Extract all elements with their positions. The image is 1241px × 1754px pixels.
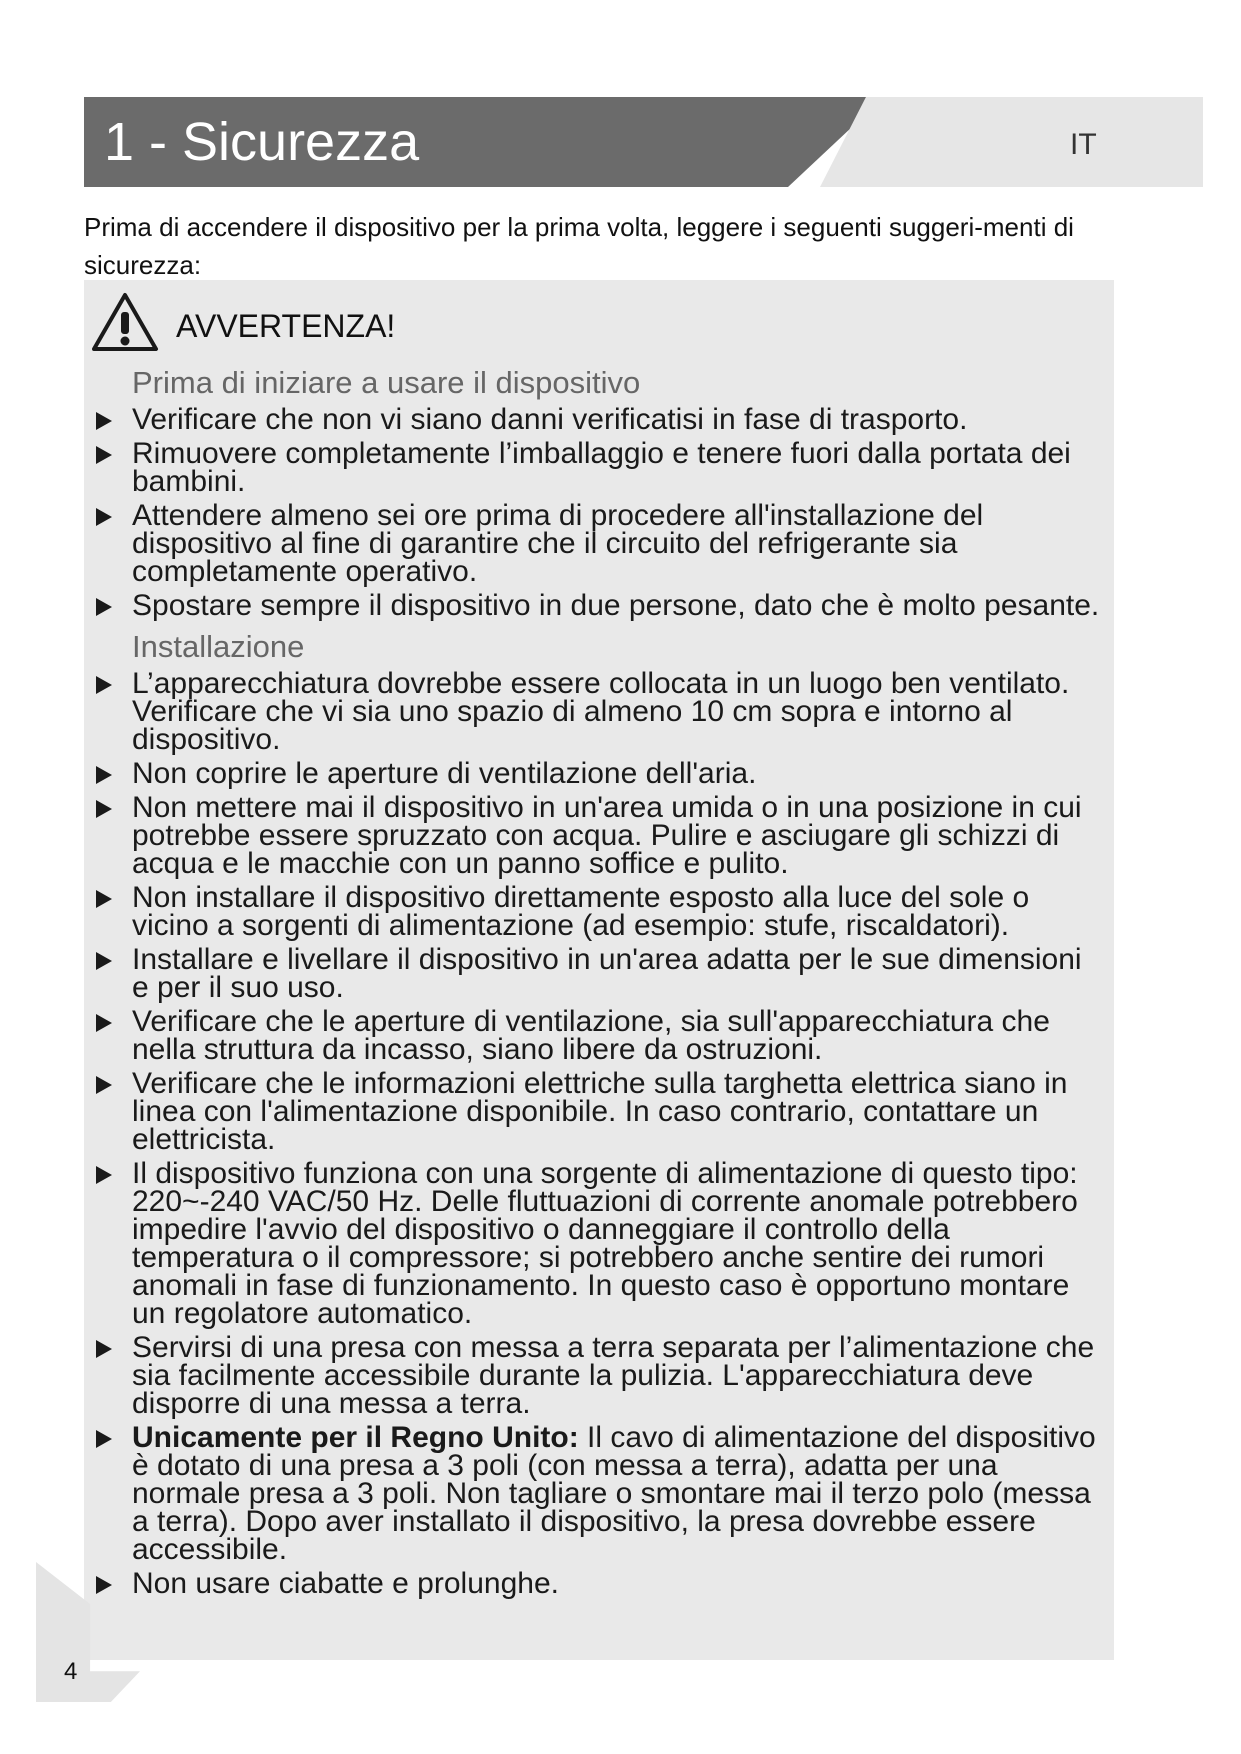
bullet-arrow-icon: [96, 676, 112, 694]
bullet-arrow-icon: [96, 1340, 112, 1358]
bullet-arrow-icon: [96, 598, 112, 616]
list-item-text: Non usare ciabatte e prolunghe.: [132, 1567, 559, 1600]
bullet-arrow-icon: [96, 446, 112, 464]
bullet-arrow-icon: [96, 1076, 112, 1094]
intro-text: Prima di accendere il dispositivo per la prima volta, leggere i seguenti suggeri-menti di sicurezza:: [84, 212, 1074, 280]
list-item: [132, 667, 1102, 756]
list-item-text: Non installare il dispositivo direttamente esposto alla luce del sole o vicino a sorgenti di alimentazione (ad esempio: stufe, riscaldatori).: [132, 881, 1030, 942]
list-item-text: Il dispositivo funziona con una sorgente di alimentazione di questo tipo: 220~-240 VAC/50 Hz. Delle fluttuazioni di corrente anomale potrebbero impedire l'avvio del dispositivo o danneggiare il controllo della temperatura o il compressore; si potrebbero anche sentire dei rumori anomali in fase di funzionamento. In questo caso è opportuno montare un regolatore automatico.: [132, 1157, 1078, 1330]
section-heading: Prima di iniziare a usare il dispositivo: [132, 365, 641, 400]
bullet-arrow-icon: [96, 508, 112, 526]
list-item: [132, 1157, 1102, 1330]
bullet-list: [132, 667, 1102, 1600]
bullet-list: [132, 403, 1102, 622]
list-item: [132, 943, 1102, 1004]
warning-title: AVVERTENZA!: [176, 308, 396, 344]
bullet-arrow-icon: [96, 800, 112, 818]
list-item: [132, 1421, 1102, 1566]
language-tab: [820, 97, 1203, 187]
list-item: [132, 881, 1102, 942]
bullet-arrow-icon: [96, 412, 112, 430]
list-item-text: Spostare sempre il dispositivo in due persone, dato che è molto pesante.: [132, 589, 1100, 622]
list-item-text: Il cavo di alimentazione del dispositivo è dotato di una presa a 3 poli (con messa a terra), adatta per una normale presa a 3 poli. Non tagliare o smontare mai il terzo polo (messa a terra). Dopo aver installato il dispositivo, la presa dovrebbe essere accessibile.: [132, 1421, 1096, 1566]
list-item: [132, 437, 1102, 498]
section-heading: Installazione: [132, 629, 305, 664]
bullet-arrow-icon: [96, 766, 112, 784]
bullet-arrow-icon: [96, 1430, 112, 1448]
bullet-arrow-icon: [96, 1014, 112, 1032]
list-item-text: Verificare che le aperture di ventilazione, sia sull'apparecchiatura che nella struttura da incasso, siano libere da ostruzioni.: [132, 1005, 1050, 1066]
list-item-text: Servirsi di una presa con messa a terra separata per l’alimentazione che sia facilmente accessibile durante la pulizia. L'apparecchiatura deve disporre di una messa a terra.: [132, 1331, 1095, 1420]
list-item-text: Verificare che non vi siano danni verificatisi in fase di trasporto.: [132, 403, 968, 436]
list-item-text: Non mettere mai il dispositivo in un'area umida o in una posizione in cui potrebbe essere spruzzato con acqua. Pulire e asciugare gli schizzi di acqua e le macchie con un panno soffice e pulito.: [132, 791, 1082, 880]
list-item-text: L’apparecchiatura dovrebbe essere collocata in un luogo ben ventilato. Verificare che vi sia uno spazio di almeno 10 cm sopra e intorno al dispositivo.: [132, 667, 1070, 756]
list-item: [132, 791, 1102, 880]
warning-icon: [90, 290, 160, 354]
list-item: [132, 757, 1102, 790]
bullet-arrow-icon: [96, 952, 112, 970]
bullet-arrow-icon: [96, 1576, 112, 1594]
bullet-arrow-icon: [96, 1166, 112, 1184]
list-item-text: Non coprire le aperture di ventilazione dell'aria.: [132, 757, 757, 790]
page-number: 4: [64, 1658, 78, 1685]
warning-content: [132, 362, 1102, 1604]
list-item: [132, 1331, 1102, 1420]
bullet-arrow-icon: [96, 890, 112, 908]
language-code: IT: [1070, 128, 1097, 161]
list-item-text: Verificare che le informazioni elettriche sulla targhetta elettrica siano in linea con l'alimentazione disponibile. In caso contrario, contattare un elettricista.: [132, 1067, 1068, 1156]
list-item-lead: Unicamente per il Regno Unito:: [132, 1421, 579, 1454]
list-item: [132, 403, 1102, 436]
warning-panel: [84, 280, 1114, 1660]
list-item: [132, 499, 1102, 588]
list-item-text: Rimuovere completamente l’imballaggio e tenere fuori dalla portata dei bambini.: [132, 437, 1071, 498]
list-item: [132, 1067, 1102, 1156]
list-item-text: Installare e livellare il dispositivo in un'area adatta per le sue dimensioni e per il suo uso.: [132, 943, 1082, 1004]
page-title: 1 - Sicurezza: [104, 112, 420, 172]
list-item-text: Attendere almeno sei ore prima di procedere all'installazione del dispositivo al fine di garantire che il circuito del refrigerante sia completamente operativo.: [132, 499, 984, 588]
list-item: [132, 1567, 1102, 1600]
list-item: [132, 1005, 1102, 1066]
list-item: [132, 589, 1102, 622]
